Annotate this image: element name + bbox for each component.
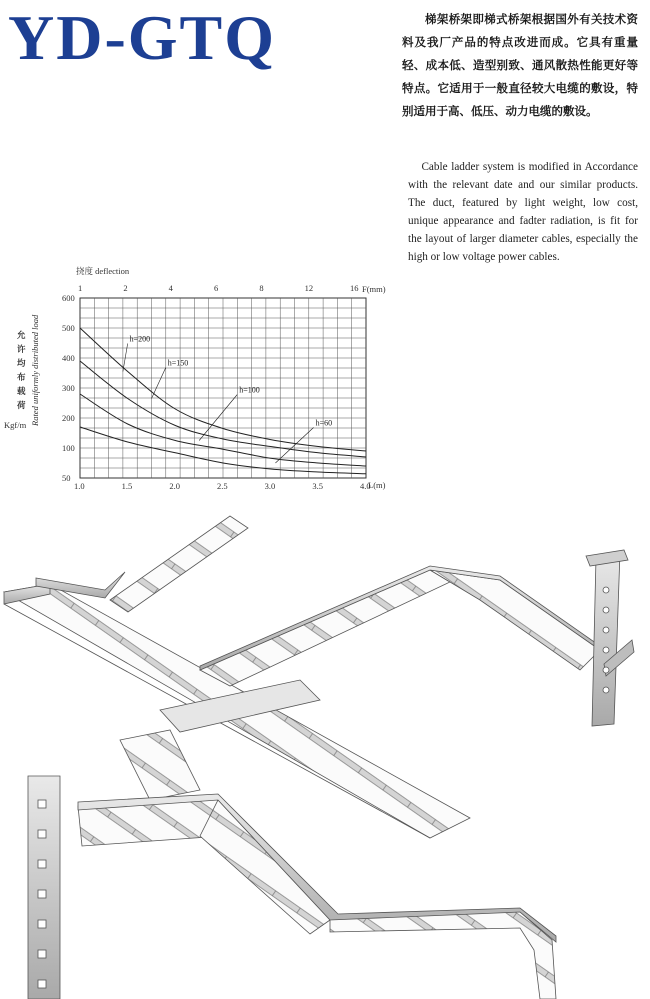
series-label: h=100 xyxy=(239,385,260,395)
deflection-chart xyxy=(0,258,400,498)
series-label: h=60 xyxy=(315,418,333,428)
deflection-chart-svg xyxy=(0,258,400,498)
y-axis-label-cn: 允许均布载荷 xyxy=(17,330,26,410)
series-label: h=150 xyxy=(167,358,189,368)
x-tick-label: 3.0 xyxy=(264,481,276,491)
y-axis-label-en: Rated uniformly distributed load xyxy=(30,314,40,426)
x-tick-label: 2.5 xyxy=(217,481,228,491)
x-top-tick-label: 4 xyxy=(168,283,173,293)
hanger-bracket xyxy=(586,550,634,726)
y-tick-label: 50 xyxy=(62,473,71,483)
chart-labels xyxy=(62,283,371,491)
series-label: h=200 xyxy=(129,334,151,344)
x-tick-label: 1.0 xyxy=(74,481,85,491)
x-tick-label: 1.5 xyxy=(121,481,133,491)
product-title: YD-GTQ xyxy=(8,2,276,73)
offset-ladder-section xyxy=(78,794,556,999)
x-top-tick-label: 16 xyxy=(350,283,359,293)
x-axis-label: L(m) xyxy=(368,480,386,490)
chinese-description: 梯架桥架即梯式桥架根据国外有关技术资料及我厂产品的特点改进而成。它具有重量轻、成本低、造型别致、通风散热性能更好等特点。它适用于一般直径较大电缆的敷设，特别适用于高、低压、动力电缆的敷设。 xyxy=(402,12,638,118)
x-top-tick-label: 6 xyxy=(214,283,219,293)
x-top-tick-label: 2 xyxy=(123,283,128,293)
y-tick-label: 500 xyxy=(62,323,75,333)
english-description: Cable ladder system is modified in Accordance with the relevant date and our similar products. The duct, featured by light weight, low cost, unique appearance and fadter radiation, is fit for the layout of larger diameter cables, especially the high or low voltage power cables. xyxy=(408,161,638,263)
x-top-tick-label: 8 xyxy=(259,283,264,293)
x-tick-label: 3.5 xyxy=(312,481,323,491)
series-leader-line xyxy=(152,368,166,399)
y-tick-label: 400 xyxy=(62,353,75,363)
x-top-axis-label: F(mm) xyxy=(362,284,386,294)
x-top-tick-label: 12 xyxy=(304,283,314,293)
elbow-ladder-section xyxy=(200,566,600,686)
y-axis-unit: Kgf/m xyxy=(4,420,27,430)
y-tick-label: 100 xyxy=(62,443,75,453)
y-tick-label: 200 xyxy=(62,413,75,423)
chart-title: 挠度 deflection xyxy=(76,266,130,276)
series-leader-line xyxy=(123,344,128,372)
y-tick-label: 300 xyxy=(62,383,75,393)
chart-grid xyxy=(80,298,366,478)
x-tick-label: 4.0 xyxy=(360,481,371,491)
y-tick-label: 600 xyxy=(62,293,75,303)
cable-ladder-illustration xyxy=(0,500,650,999)
x-top-tick-label: 1 xyxy=(78,283,83,293)
series-leader-line xyxy=(199,395,237,441)
x-tick-label: 2.0 xyxy=(169,481,180,491)
vertical-ladder-section xyxy=(28,776,60,999)
